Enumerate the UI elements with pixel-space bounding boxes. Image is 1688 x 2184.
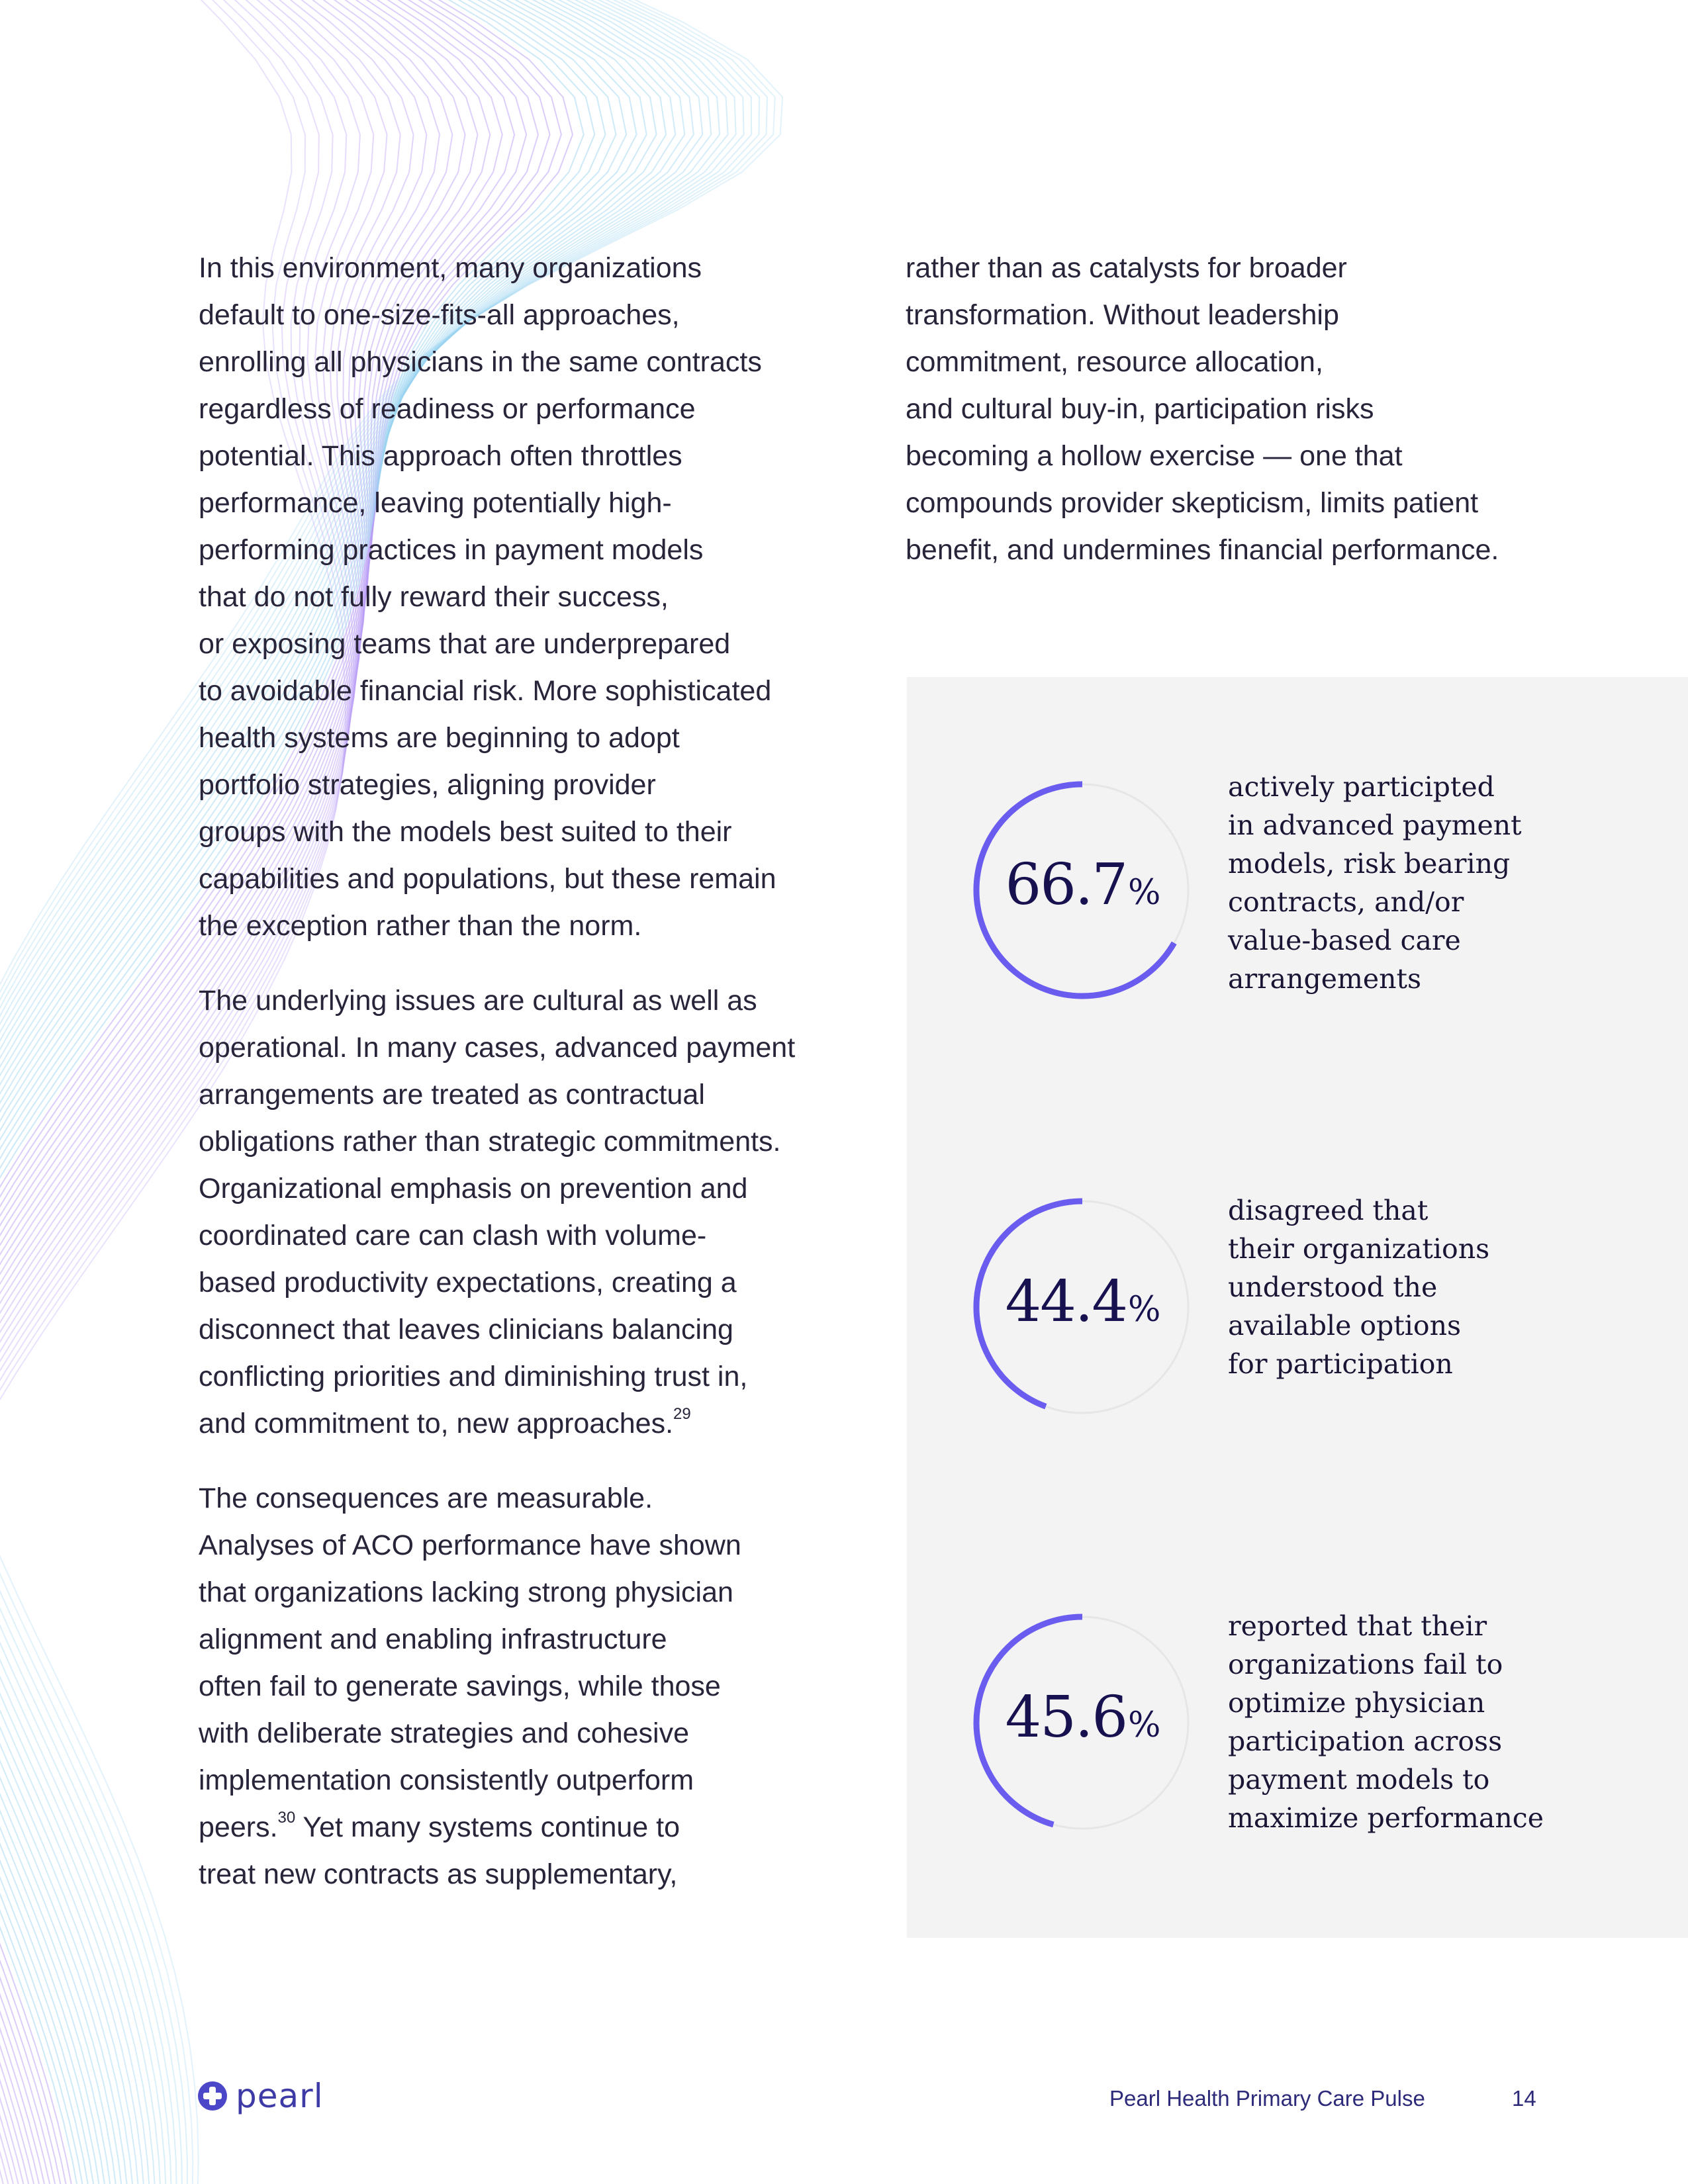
paragraph-continuation	[906, 245, 1634, 574]
text-line: regardless of readiness or performance	[199, 393, 696, 425]
text-line: becoming a hollow exercise — one that	[906, 440, 1403, 472]
text-line: available options	[1228, 1310, 1462, 1342]
stat-description	[1228, 768, 1652, 998]
pearl-cross-icon	[197, 2081, 228, 2111]
text-line: participation across	[1228, 1725, 1503, 1757]
text-line: arrangements	[1228, 963, 1422, 995]
text-line: capabilities and populations, but these remain	[199, 863, 776, 895]
text-line: benefit, and undermines financial performance.	[906, 534, 1499, 566]
text-line: health systems are beginning to adopt	[199, 722, 680, 754]
text-line: reported that their	[1228, 1610, 1487, 1642]
text-line: portfolio strategies, aligning provider	[199, 769, 656, 801]
text-line: alignment and enabling infrastructure	[199, 1623, 667, 1655]
text-line: operational. In many cases, advanced payment	[199, 1032, 796, 1064]
text-line: in advanced payment	[1228, 809, 1522, 841]
text-line: In this environment, many organizations	[199, 252, 702, 284]
text-line: obligations rather than strategic commitments.	[199, 1126, 781, 1158]
footnote-marker: 30	[277, 1808, 296, 1827]
paragraph-1	[199, 245, 854, 950]
text-line: default to one-size-fits-all approaches,	[199, 299, 680, 331]
text-line: payment models to	[1228, 1764, 1490, 1796]
text-line: or exposing teams that are underprepared	[199, 628, 731, 660]
text-line: treat new contracts as supplementary,	[199, 1858, 678, 1890]
text-line: with deliberate strategies and cohesive	[199, 1717, 689, 1749]
brand-wordmark: pearl	[236, 2077, 324, 2115]
text-line: to avoidable financial risk. More sophisticated	[199, 675, 772, 707]
stat-description	[1228, 1607, 1652, 1837]
text-line: optimize physician	[1228, 1687, 1485, 1719]
text-line: compounds provider skepticism, limits patient	[906, 487, 1479, 519]
text-line: enrolling all physicians in the same contracts	[199, 346, 762, 378]
right-text-column	[906, 245, 1634, 602]
stat-card	[907, 1191, 1688, 1456]
text-line: often fail to generate savings, while those	[199, 1670, 721, 1702]
stats-panel	[907, 677, 1688, 1938]
text-line: The underlying issues are cultural as well as	[199, 985, 757, 1017]
text-line: organizations fail to	[1228, 1649, 1503, 1680]
text-line: models, risk bearing	[1228, 848, 1511, 880]
stat-card	[907, 1607, 1688, 1872]
left-text-column	[199, 245, 854, 1926]
text-line: rather than as catalysts for broader	[906, 252, 1347, 284]
text-line: commitment, resource allocation,	[906, 346, 1323, 378]
text-line: actively participted	[1228, 771, 1495, 803]
text-line: maximize performance	[1228, 1802, 1544, 1834]
text-line: and commitment to, new approaches.$^{29}$	[199, 1404, 691, 1439]
footer-title: Pearl Health Primary Care Pulse	[1109, 2086, 1425, 2111]
text-line: disagreed that	[1228, 1195, 1429, 1226]
text-line: their organizations	[1228, 1233, 1490, 1265]
text-line: groups with the models best suited to their	[199, 816, 732, 848]
text-line: conflicting priorities and diminishing trust in,	[199, 1361, 748, 1392]
stat-value: 44.4%	[1005, 1269, 1160, 1335]
stat-card	[907, 768, 1688, 1032]
text-line: performance, leaving potentially high-	[199, 487, 672, 519]
text-line: peers.$^{30}$ Yet many systems continue to	[199, 1808, 680, 1843]
text-line: performing practices in payment models	[199, 534, 704, 566]
paragraph-2	[199, 978, 854, 1447]
paragraph-3	[199, 1475, 854, 1898]
text-line: arrangements are treated as contractual	[199, 1079, 705, 1111]
text-line: disconnect that leaves clinicians balancing	[199, 1314, 733, 1345]
text-line: and cultural buy-in, participation risks	[906, 393, 1374, 425]
stat-value: 45.6%	[1005, 1684, 1160, 1751]
text-line: implementation consistently outperform	[199, 1764, 694, 1796]
text-line: coordinated care can clash with volume-	[199, 1220, 707, 1251]
text-line: based productivity expectations, creating a	[199, 1267, 737, 1298]
text-line: transformation. Without leadership	[906, 299, 1339, 331]
text-line: that do not fully reward their success,	[199, 581, 669, 613]
text-line: contracts, and/or	[1228, 886, 1464, 918]
stat-value: 66.7%	[1005, 852, 1160, 918]
text-line: potential. This approach often throttles	[199, 440, 682, 472]
stat-description	[1228, 1191, 1652, 1383]
text-line: understood the	[1228, 1271, 1438, 1303]
pearl-logo	[197, 2077, 324, 2115]
text-line: that organizations lacking strong physician	[199, 1576, 733, 1608]
footnote-marker: 29	[673, 1404, 691, 1423]
text-line: Organizational emphasis on prevention and	[199, 1173, 748, 1205]
text-line: for participation	[1228, 1348, 1453, 1380]
text-line: The consequences are measurable.	[199, 1482, 653, 1514]
text-line: Analyses of ACO performance have shown	[199, 1529, 741, 1561]
page-number: 14	[1512, 2086, 1536, 2111]
text-line: the exception rather than the norm.	[199, 910, 642, 942]
text-line: value-based care	[1228, 925, 1461, 956]
